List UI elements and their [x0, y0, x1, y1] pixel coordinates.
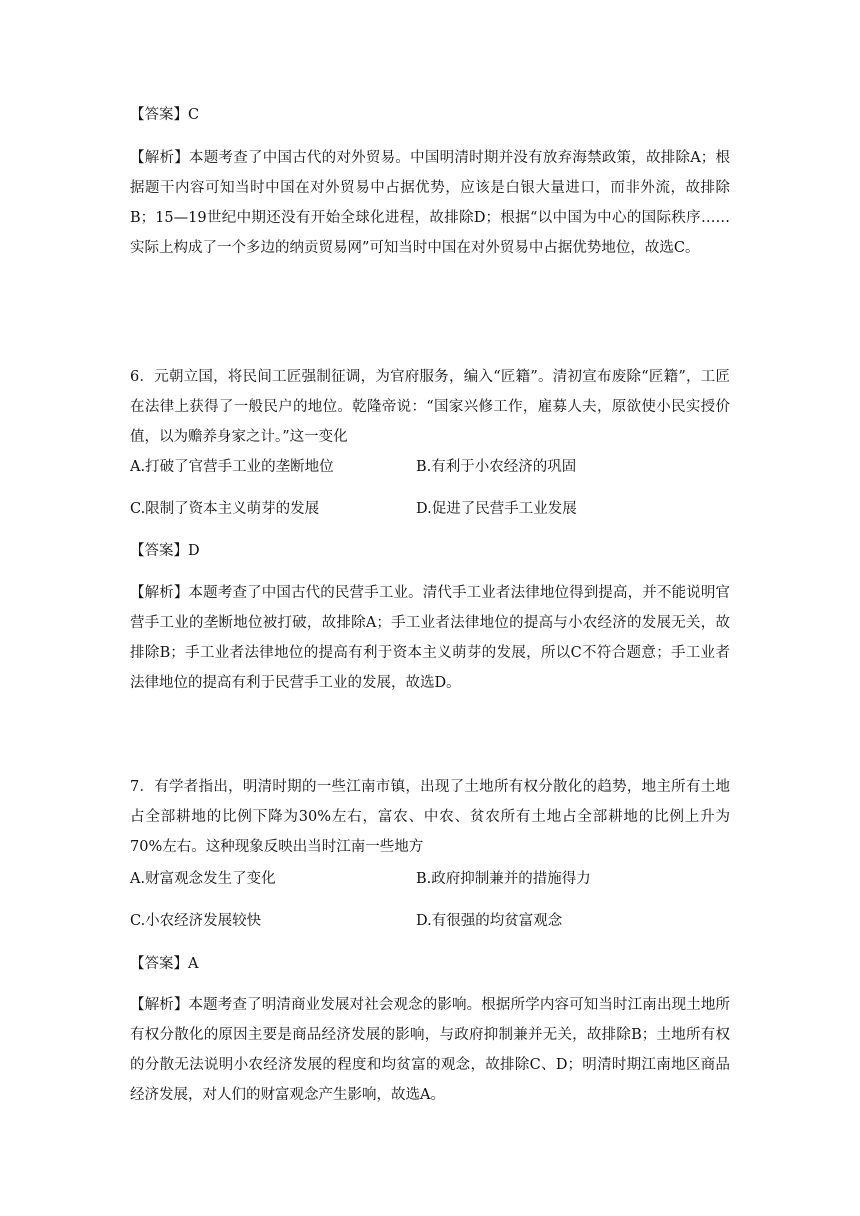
- q7-option-d: D.有很强的均贫富观念: [416, 913, 563, 929]
- q5-analysis: 【解析】本题考查了中国古代的对外贸易。中国明清时期并没有放弃海禁政策，故排除A；根据题干内容可知当时中国在对外贸易中占据优势，应该是白银大量进口，而非外流，故排除B；15—19世纪中期还没有开始全球化进程，故排除D；根据“以中国为中心的国际秩序……实际上构成了一个多边的纳贡贸易网”可知当时中国在对外贸易中占据优势地位，故选C。: [130, 150, 730, 256]
- q6-option-c: C.限制了资本主义萌芽的发展: [130, 501, 320, 517]
- q7-option-a: A.财富观念发生了变化: [130, 871, 276, 887]
- q7-analysis: 【解析】本题考查了明清商业发展对社会观念的影响。根据所学内容可知当时江南出现土地所有权分散化的原因主要是商品经济发展的影响，与政府抑制兼并无关，故排除B；土地所有权的分散无法说明小农经济发展的程度和均贫富的观念，故排除C、D；明清时期江南地区商品经济发展，对人们的财富观念产生影响，故选A。: [130, 997, 730, 1103]
- q6-option-a: A.打破了官营手工业的垄断地位: [130, 459, 334, 475]
- q7-answer: 【答案】A: [130, 956, 199, 972]
- q7-option-b: B.政府抑制兼并的措施得力: [416, 871, 591, 887]
- q5-answer: 【答案】C: [130, 107, 200, 123]
- q6-stem: 6．元朝立国，将民间工匠强制征调，为官府服务，编入“匠籍”。清初宣布废除“匠籍”，工匠在法律上获得了一般民户的地位。乾隆帝说：“国家兴修工作，雇募人夫，原欲使小民实授价值，以为赡养身家之计。”这一变化: [130, 369, 730, 445]
- q6-option-b: B.有利于小农经济的巩固: [416, 459, 577, 475]
- q7-option-c: C.小农经济发展较快: [130, 913, 262, 929]
- q6-answer: 【答案】D: [130, 543, 200, 559]
- q6-option-d: D.促进了民营手工业发展: [416, 501, 577, 517]
- q7-stem: 7．有学者指出，明清时期的一些江南市镇，出现了土地所有权分散化的趋势，地主所有土地占全部耕地的比例下降为30%左右，富农、中农、贫农所有土地占全部耕地的比例上升为70%左右。这种现象反映出当时江南一些地方: [130, 779, 730, 855]
- q6-analysis: 【解析】本题考查了中国古代的民营手工业。清代手工业者法律地位得到提高，并不能说明官营手工业的垄断地位被打破，故排除A；手工业者法律地位的提高与小农经济的发展无关，故排除B；手工业者法律地位的提高有利于资本主义萌芽的发展，所以C不符合题意；手工业者法律地位的提高有利于民营手工业的发展，故选D。: [130, 585, 730, 691]
